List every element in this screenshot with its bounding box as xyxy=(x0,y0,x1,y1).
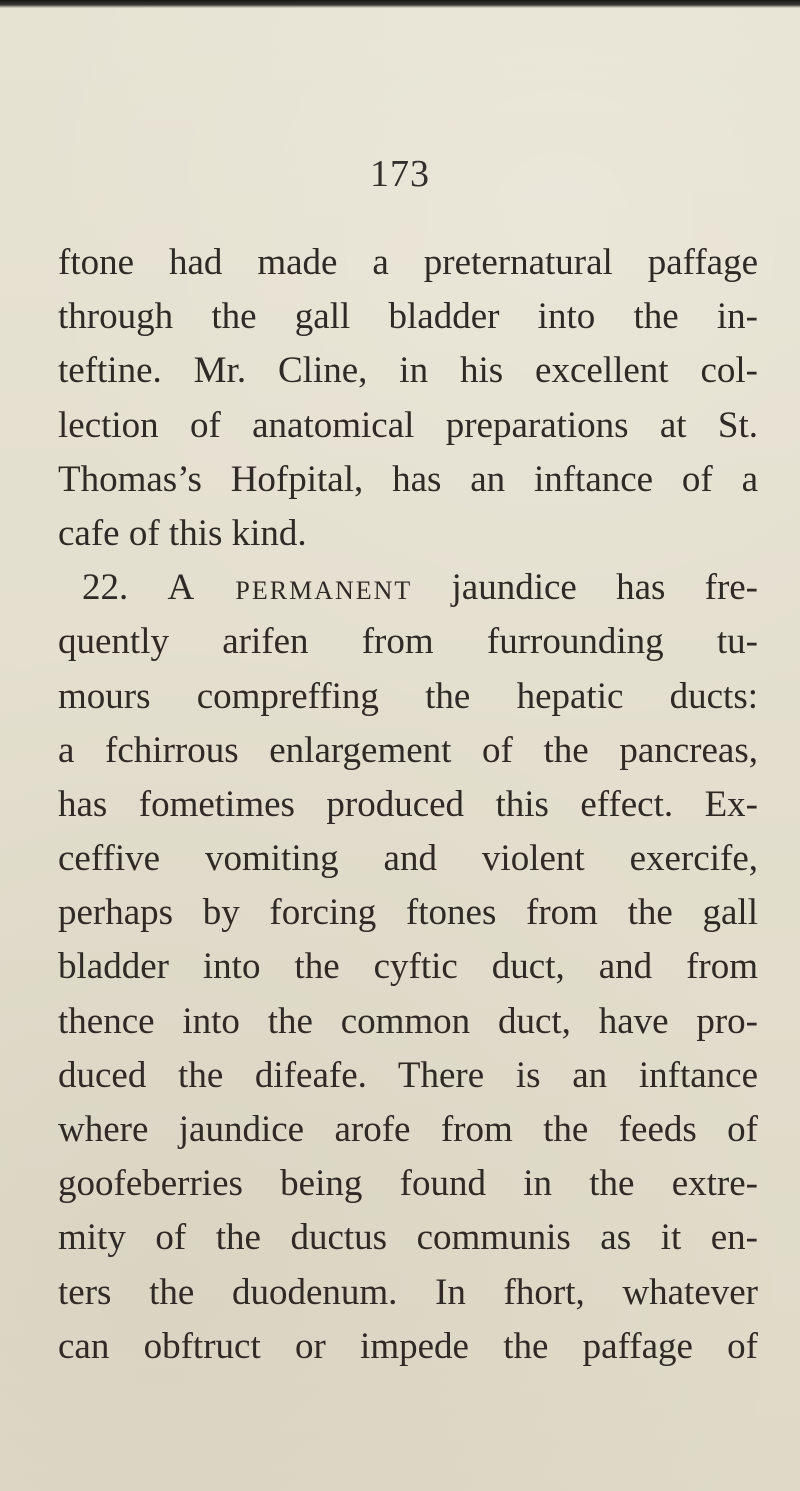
text-line: quently arifen from furrounding tu- xyxy=(58,621,758,663)
text-line: perhaps by forcing ftones from the gall xyxy=(58,892,758,934)
text-line: duced the difeafe. There is an inftance xyxy=(58,1054,758,1096)
text-line: ters the duodenum. In fhort, whatever xyxy=(58,1271,758,1313)
text-line: bladder into the cyftic duct, and from xyxy=(58,946,758,988)
text-line: mours compreffing the hepatic ducts: xyxy=(58,675,758,717)
text-line: thence into the common duct, have pro- xyxy=(58,1000,758,1042)
text-line: cafe of this kind. xyxy=(58,512,307,554)
page-number: 173 xyxy=(370,153,430,195)
text-line: can obftruct or impede the paffage of xyxy=(58,1325,758,1367)
text-line: Thomas’s Hofpital, has an inftance of a xyxy=(58,458,758,500)
page-text xyxy=(58,236,758,1374)
paragraph-number: 22. xyxy=(82,567,129,609)
text-line: ceffive vomiting and violent exercife, xyxy=(58,838,758,880)
text-line: lection of anatomical preparations at St. xyxy=(58,404,758,446)
text-line: ftone had made a preternatural paffage xyxy=(58,242,758,283)
text-line: through the gall bladder into the in- xyxy=(58,296,758,338)
text-line: where jaundice arofe from the feeds of xyxy=(58,1109,758,1150)
paragraph-lead-smallcaps: A permanent xyxy=(167,567,413,609)
text-line: a fchirrous enlargement of the pancreas, xyxy=(58,729,758,771)
page-top-edge xyxy=(0,0,800,8)
text-line: mity of the ductus communis as it en- xyxy=(58,1217,758,1259)
paragraph-lead-rest: jaundice has fre- xyxy=(412,567,759,609)
text-line: goofeberries being found in the extre- xyxy=(58,1163,758,1205)
text-line: teftine. Mr. Cline, in his excellent col- xyxy=(58,350,758,392)
text-line: has fometimes produced this effect. Ex- xyxy=(58,783,758,825)
paragraph-start-line xyxy=(58,561,758,615)
